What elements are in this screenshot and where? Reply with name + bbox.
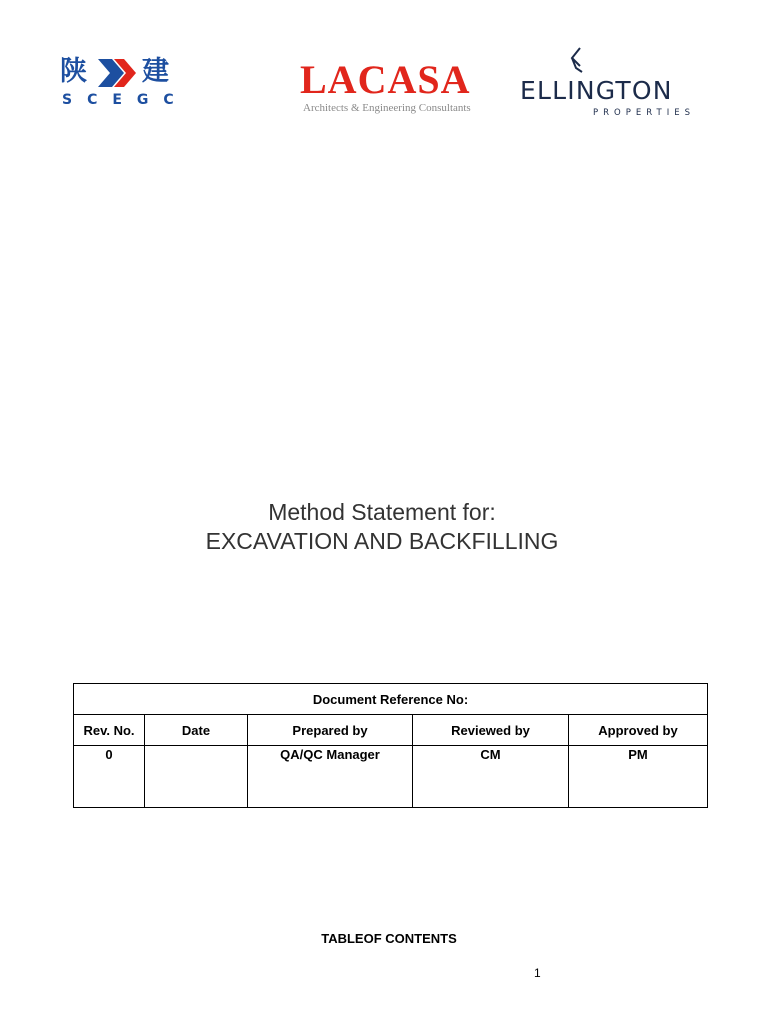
scegc-logo-char-left: 陕 bbox=[60, 56, 87, 87]
document-reference-label: Document Reference No: bbox=[74, 684, 708, 715]
ellington-logo bbox=[520, 46, 716, 120]
scegc-logo bbox=[60, 54, 189, 114]
scegc-logo-letters: SCEGC bbox=[62, 92, 189, 108]
scegc-logo-char-right: 建 bbox=[142, 56, 169, 87]
cell-prepared-by: QA/QC Manager bbox=[248, 746, 413, 808]
ellington-wordmark: ELLINGTON bbox=[520, 76, 673, 105]
header-rev-no: Rev. No. bbox=[74, 715, 145, 746]
header-row bbox=[74, 715, 708, 746]
reference-row bbox=[74, 684, 708, 715]
cell-reviewed-by: CM bbox=[413, 746, 569, 808]
cell-date bbox=[145, 746, 248, 808]
table-row bbox=[74, 746, 708, 808]
page-number: 1 bbox=[534, 966, 541, 980]
cell-rev-no: 0 bbox=[74, 746, 145, 808]
document-title bbox=[0, 498, 764, 556]
title-line-2: EXCAVATION AND BACKFILLING bbox=[205, 528, 559, 554]
header-date: Date bbox=[145, 715, 248, 746]
lacasa-tagline: Architects & Engineering Consultants bbox=[303, 102, 471, 114]
lacasa-logo bbox=[300, 57, 471, 120]
approval-table bbox=[73, 683, 708, 808]
ellington-subtitle: PROPERTIES bbox=[593, 108, 695, 118]
title-line-1: Method Statement for: bbox=[268, 499, 496, 525]
table-of-contents-heading: TABLEOF CONTENTS bbox=[321, 931, 457, 946]
header-approved-by: Approved by bbox=[569, 715, 708, 746]
cell-approved-by: PM bbox=[569, 746, 708, 808]
ellington-leaf-icon bbox=[568, 46, 588, 76]
scegc-chevron-icon bbox=[96, 57, 140, 89]
header-prepared-by: Prepared by bbox=[248, 715, 413, 746]
lacasa-wordmark: LACASA bbox=[300, 57, 471, 102]
header-reviewed-by: Reviewed by bbox=[413, 715, 569, 746]
